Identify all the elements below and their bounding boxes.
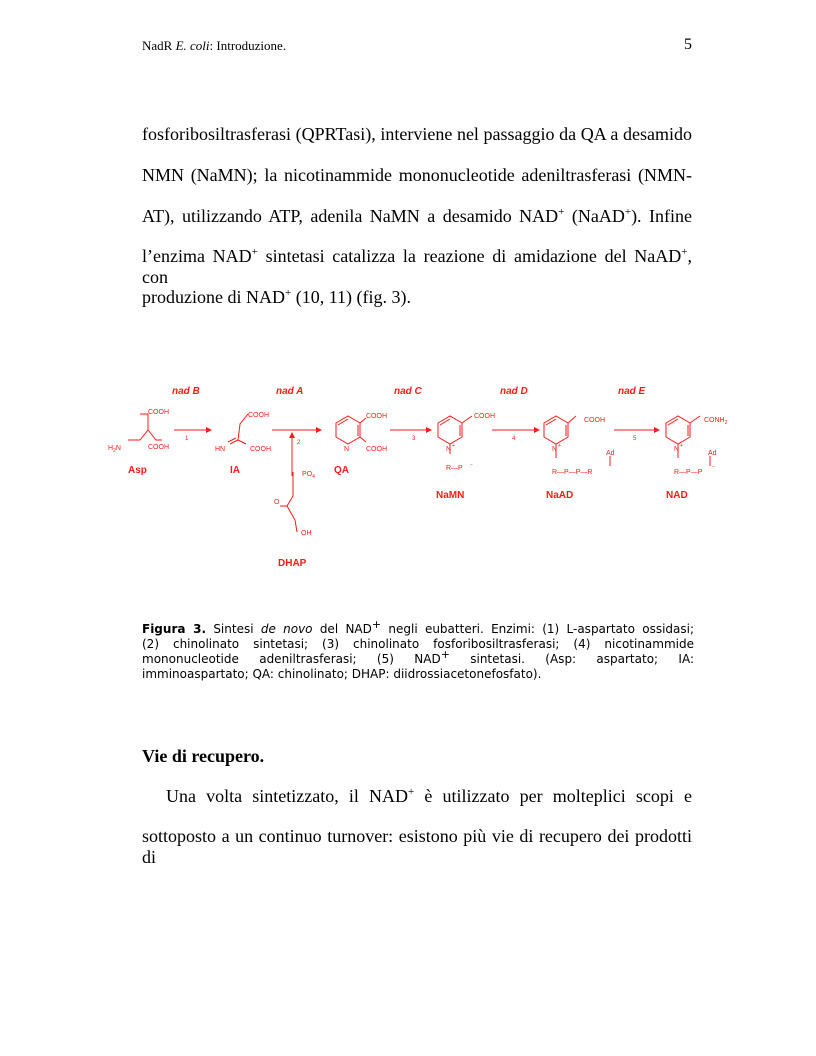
compound-label: QA: [334, 465, 349, 476]
running-header: [142, 38, 286, 54]
paragraph-line: sottoposto a un continuo turnover: esistono più vie di recupero dei prodotti di: [142, 826, 692, 867]
group-label: HN: [215, 446, 226, 453]
caption-label: Figura 3.: [142, 622, 207, 636]
group-label: COOH: [366, 413, 387, 420]
caption-line: imminoaspartato; QA: chinolinato; DHAP: diidrossiacetonefosfato).: [142, 667, 542, 681]
paragraph-line: [142, 206, 692, 227]
dhap-structure: [280, 472, 297, 532]
text-run: ). Infine: [631, 206, 692, 226]
text-run: (NaAD: [564, 206, 625, 226]
naad-ring: [544, 416, 568, 444]
superscript: +: [558, 206, 565, 218]
superscript: +: [284, 287, 292, 299]
step-number: 1: [185, 436, 189, 442]
group-label: COOH: [584, 417, 605, 424]
charge-label: −: [712, 464, 715, 470]
figure-caption: [142, 618, 695, 682]
qa-substituents: [360, 418, 366, 442]
group-label: COOH: [250, 446, 271, 453]
group-label: COOH: [148, 444, 169, 451]
compound-label: DHAP: [278, 558, 307, 569]
charge-label: +: [680, 443, 683, 449]
enzyme-label: nad C: [394, 386, 422, 397]
step-number: 2: [297, 440, 301, 446]
superscript: +: [251, 246, 258, 258]
arrowhead-2: [316, 427, 322, 433]
text-run: è utilizzato per molteplici scopi e: [414, 786, 692, 806]
paragraph-line: NMN (NaMN); la nicotinammide mononucleotide adeniltrasferasi (NMN-: [142, 165, 692, 185]
qa-ring-inner: [338, 419, 358, 436]
superscript: +: [624, 206, 632, 218]
group-label: COOH: [366, 446, 387, 453]
arrowhead-5: [654, 427, 660, 433]
pathway-diagram: [100, 378, 740, 578]
step-number: 4: [512, 436, 516, 442]
header-suffix: : Introduzione.: [209, 38, 287, 53]
group-label: Ad: [708, 450, 717, 457]
group-label: R—P: [446, 465, 463, 472]
compound-label: NaAD: [546, 490, 574, 501]
text-run: produzione di NAD: [142, 287, 285, 307]
text-run: Una volta sintetizzato, il NAD: [166, 786, 409, 806]
charge-label: −: [470, 462, 473, 468]
nad-ring-inner: [668, 419, 688, 436]
enzyme-label: nad A: [276, 386, 304, 397]
header-prefix: NadR: [142, 38, 176, 53]
group-label: N: [674, 446, 680, 453]
text-run: del NAD: [312, 622, 372, 636]
enzyme-label: nad D: [500, 386, 528, 397]
group-label: O: [274, 499, 280, 506]
section-title: Vie di recupero.: [142, 746, 265, 766]
namn-ring: [438, 416, 462, 444]
text-run: mononucleotide adeniltrasferasi; (5) NAD: [142, 652, 441, 666]
compound-label: NAD: [666, 490, 688, 501]
qa-ring: [336, 416, 360, 444]
arrowhead-dhap: [289, 432, 295, 438]
group-label: R—P—P—R: [552, 469, 593, 476]
group-label: R—P—P: [674, 469, 703, 476]
caption-line: (2) chinolinato sintetasi; (3) chinolinato fosforibosiltrasferasi; (4) nicotinammide: [142, 637, 694, 651]
group-label: N: [344, 446, 350, 453]
group-label: N: [446, 446, 452, 453]
text-run: (10, 11) (fig. 3).: [291, 287, 412, 307]
paragraph-line: fosforibosiltrasferasi (QPRTasi), interviene nel passaggio da QA a desamido: [142, 124, 692, 144]
charge-label: +: [452, 443, 455, 449]
text-run: Sintesi: [206, 622, 261, 636]
text-run: l’enzima NAD: [142, 246, 252, 266]
group-label: COOH: [248, 412, 269, 419]
superscript: +: [681, 246, 688, 258]
namn-ring-inner: [440, 419, 460, 436]
group-label: $PO_4$: [302, 471, 315, 480]
step-number: 3: [412, 436, 416, 442]
arrowhead-1: [206, 427, 212, 433]
group-label: COOH: [474, 413, 495, 420]
paragraph-line: [142, 287, 692, 308]
pathway-figure: [100, 378, 740, 578]
text-run: de novo: [260, 622, 313, 636]
superscript: +: [371, 618, 382, 631]
group-label: $CONH_2$: [704, 417, 728, 426]
text-run: AT), utilizzando ATP, adenila NaMN a desamido NAD: [142, 206, 559, 226]
compound-label: IA: [230, 465, 240, 476]
group-label: N: [552, 446, 558, 453]
text-run: , con: [142, 246, 693, 287]
page-number: 5: [684, 36, 692, 53]
compound-label: Asp: [128, 465, 147, 476]
paragraph-line: [142, 246, 692, 288]
group-label: $H_2N$: [108, 445, 121, 454]
text-run: sintetasi. (Asp: aspartato; IA:: [449, 652, 694, 666]
naad-ring-inner: [546, 419, 566, 436]
asp-structure: [128, 414, 162, 440]
arrowhead-3: [426, 427, 432, 433]
enzyme-label: nad B: [172, 386, 200, 397]
paragraph-line: [166, 786, 692, 807]
group-label: OH: [301, 530, 312, 537]
compound-label: NaMN: [436, 490, 465, 501]
step-number: 5: [633, 436, 637, 442]
group-label: Ad: [606, 450, 615, 457]
caption-line: [142, 648, 694, 667]
superscript: +: [408, 786, 415, 798]
nad-ring: [666, 416, 690, 444]
text-run: negli eubatteri. Enzimi: (1) L-aspartato ossidasi;: [381, 622, 695, 636]
superscript: +: [440, 648, 450, 661]
caption-line: [142, 618, 695, 637]
text-run: sintetasi catalizza la reazione di amidazione del NaAD: [257, 246, 682, 266]
group-label: COOH: [148, 409, 169, 416]
charge-label: +: [558, 443, 561, 449]
enzyme-label: nad E: [618, 386, 646, 397]
arrowhead-4: [534, 427, 540, 433]
header-italic: E. coli: [175, 38, 210, 53]
